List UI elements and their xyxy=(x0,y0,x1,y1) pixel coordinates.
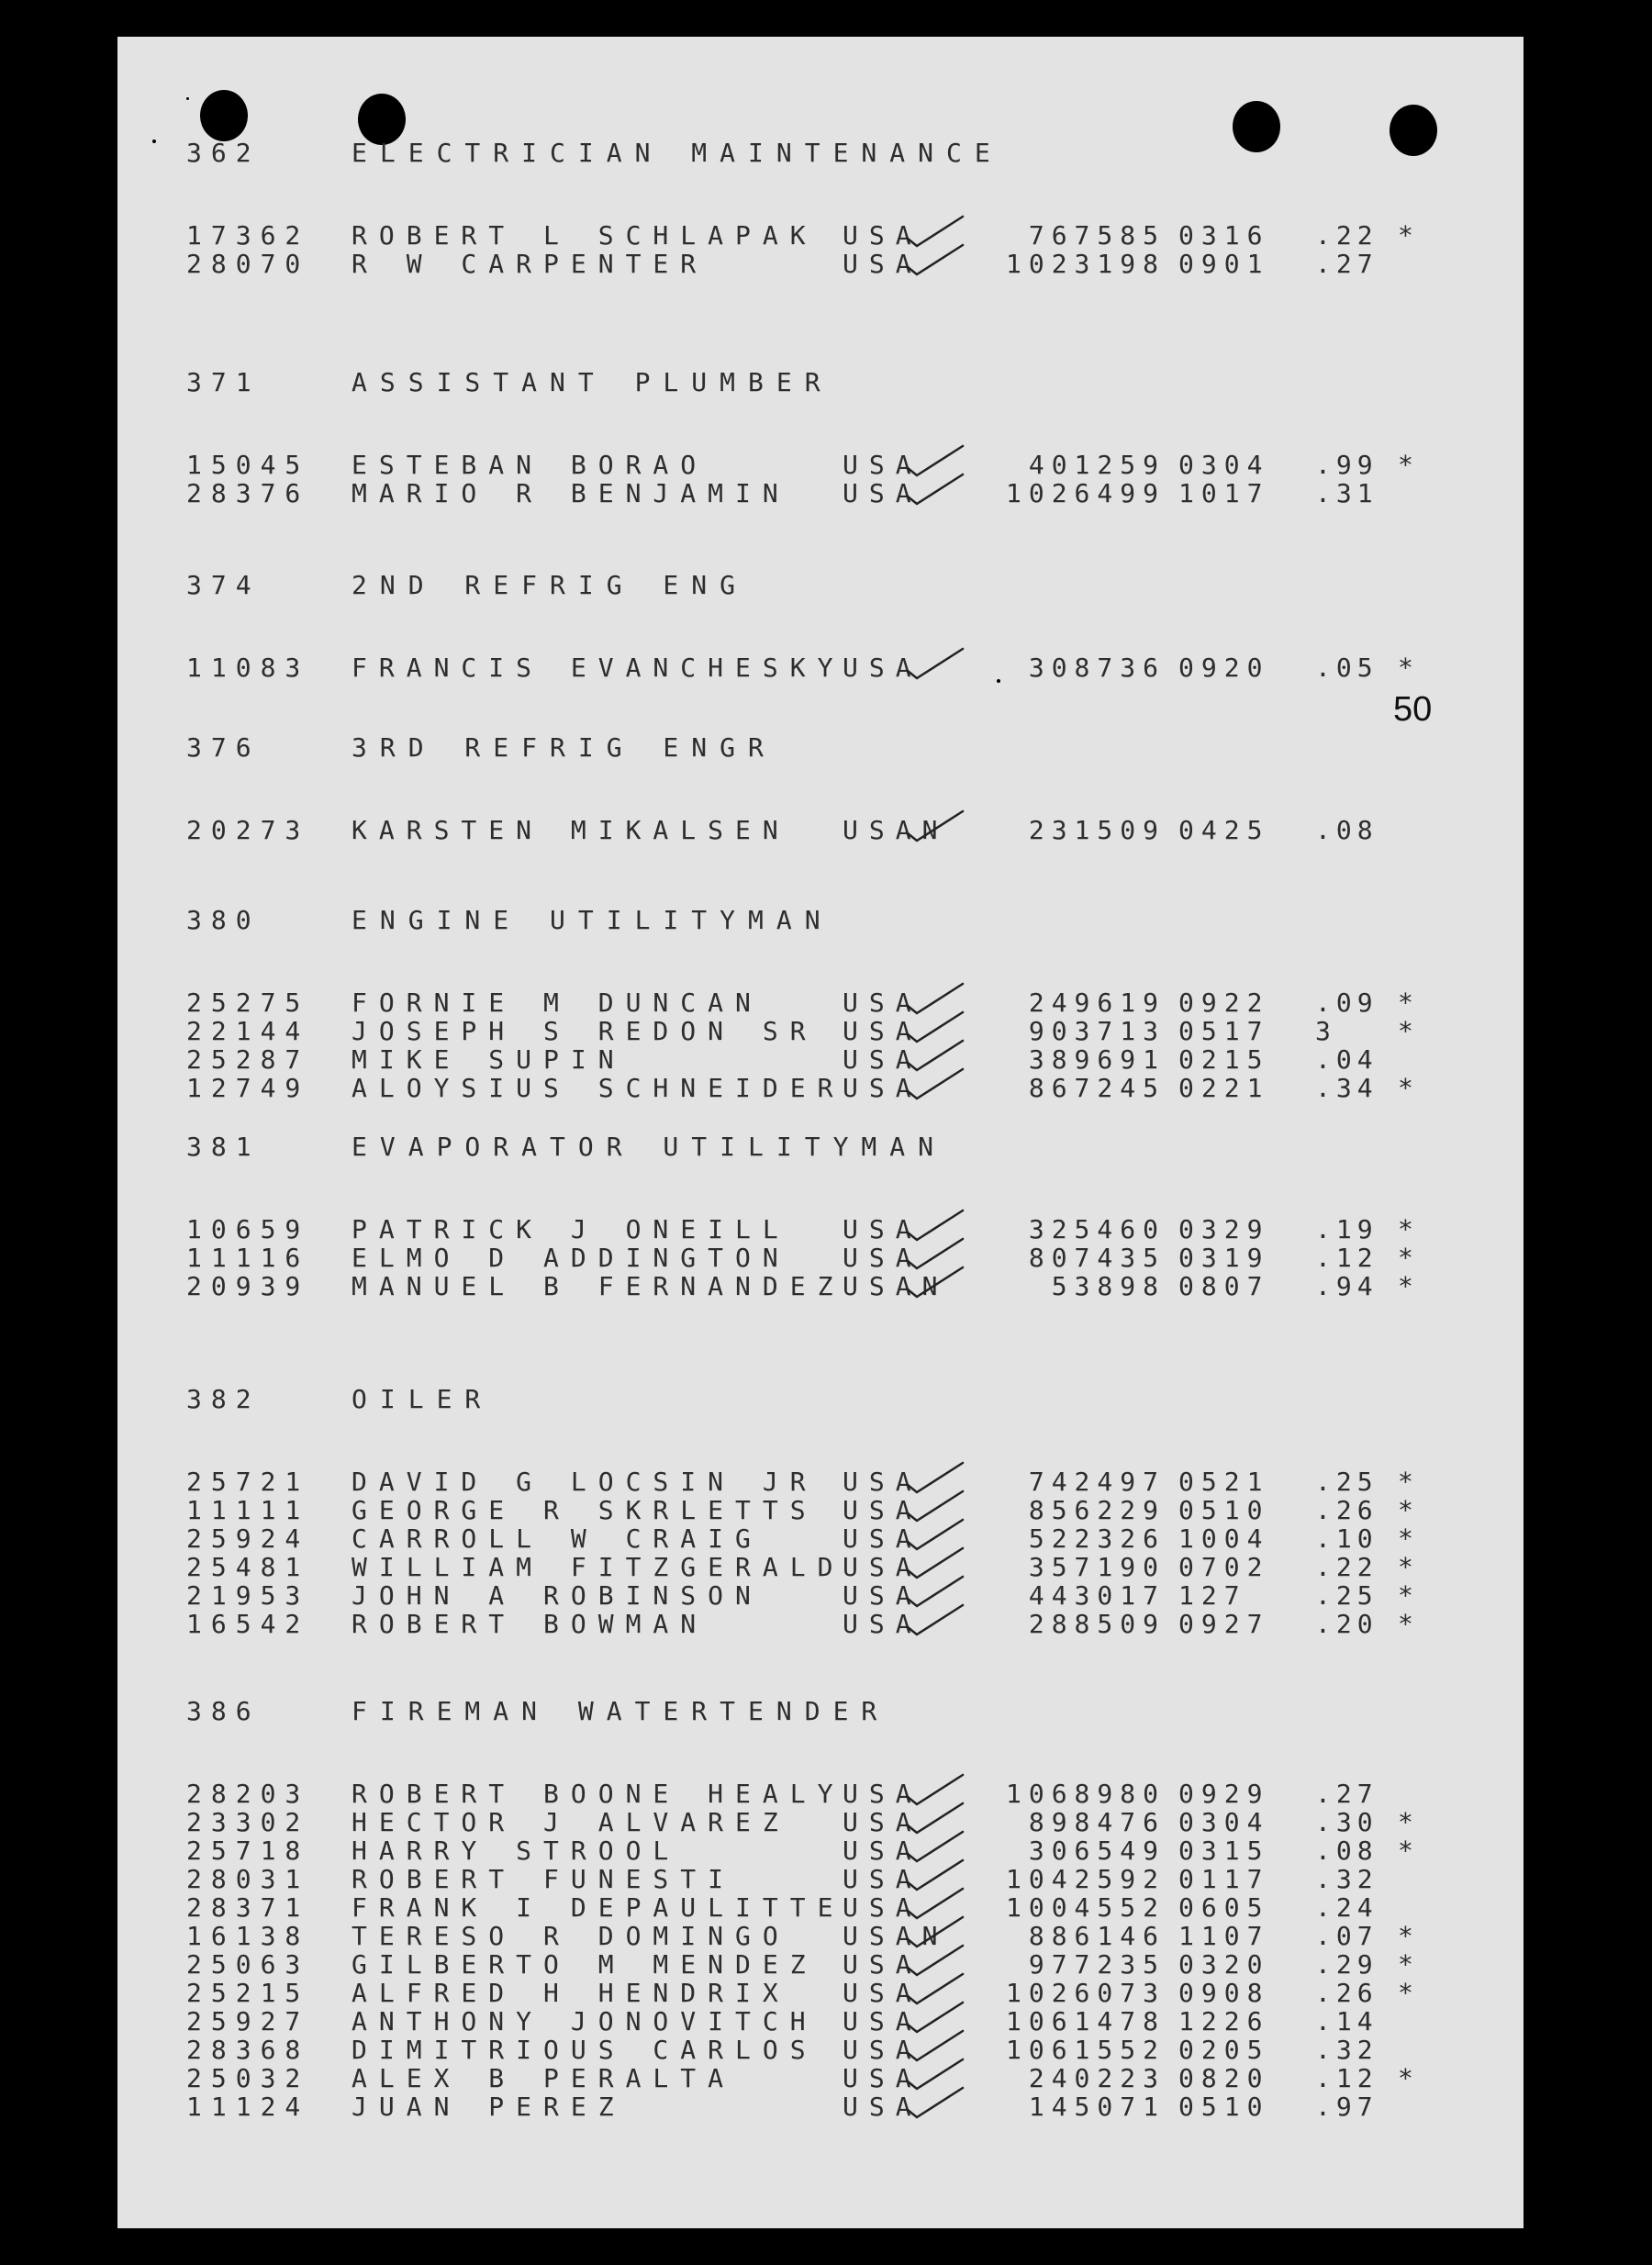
citizenship: USAN xyxy=(843,1921,949,1951)
citizenship: USA xyxy=(843,1892,922,1923)
job-title: ELECTRICIAN MAINTENANCE xyxy=(352,138,1003,168)
employee-name: ELMO D ADDINGTON xyxy=(352,1243,790,1273)
asterisk-flag: * xyxy=(1398,2063,1423,2093)
citizenship: USA xyxy=(843,653,922,683)
record-number: 867245 xyxy=(1028,1073,1166,1103)
record-decimal: .24 xyxy=(1315,1892,1379,1923)
record-date: 0221 xyxy=(1178,1073,1270,1103)
record-number: 767585 xyxy=(1028,220,1166,251)
employee-id: 11124 xyxy=(186,2092,310,2122)
citizenship: USA xyxy=(843,1016,922,1046)
employee-id: 25032 xyxy=(186,2063,310,2093)
record-date: 0304 xyxy=(1178,1807,1270,1837)
citizenship: USA xyxy=(843,987,922,1018)
ink-speck xyxy=(152,139,156,143)
employee-id: 25063 xyxy=(186,1949,310,1980)
record-decimal: .27 xyxy=(1315,1779,1379,1809)
employee-id: 28070 xyxy=(186,249,310,279)
citizenship: USA xyxy=(843,1609,922,1639)
asterisk-flag: * xyxy=(1398,1271,1423,1301)
record-decimal: .30 xyxy=(1315,1807,1379,1837)
record-number: 903713 xyxy=(1028,1016,1166,1046)
employee-name: JOHN A ROBINSON xyxy=(352,1580,763,1611)
asterisk-flag: * xyxy=(1398,1073,1423,1103)
employee-name: CARROLL W CRAIG xyxy=(352,1523,763,1554)
record-date: 127 xyxy=(1178,1580,1247,1611)
record-date: 0510 xyxy=(1178,2092,1270,2122)
employee-name: ALEX B PERALTA xyxy=(352,2063,736,2093)
employee-id: 25927 xyxy=(186,2006,310,2036)
employee-id: 28368 xyxy=(186,2035,310,2065)
record-number: 389691 xyxy=(1028,1044,1166,1075)
citizenship: USA xyxy=(843,1949,922,1980)
employee-name: ROBERT BOWMAN xyxy=(352,1609,709,1639)
asterisk-flag: * xyxy=(1398,1835,1423,1866)
employee-name: MIKE SUPIN xyxy=(352,1044,626,1075)
employee-name: FRANK I DEPAULITTE xyxy=(352,1892,845,1923)
asterisk-flag: * xyxy=(1398,1978,1423,2008)
ink-speck xyxy=(186,97,189,100)
record-date: 1107 xyxy=(1178,1921,1270,1951)
employee-name: PATRICK J ONEILL xyxy=(352,1214,790,1244)
employee-name: HARRY STROOL xyxy=(352,1835,681,1866)
record-date: 1017 xyxy=(1178,478,1270,508)
employee-id: 25718 xyxy=(186,1835,310,1866)
job-title: 3RD REFRIG ENGR xyxy=(352,732,776,763)
record-decimal: .07 xyxy=(1315,1921,1379,1951)
citizenship: USA xyxy=(843,2092,922,2122)
record-date: 0605 xyxy=(1178,1892,1270,1923)
citizenship: USA xyxy=(843,249,922,279)
job-code: 374 xyxy=(186,570,261,600)
record-decimal: .25 xyxy=(1315,1580,1379,1611)
record-date: 0329 xyxy=(1178,1214,1270,1244)
asterisk-flag: * xyxy=(1398,1467,1423,1497)
record-decimal: .19 xyxy=(1315,1214,1379,1244)
employee-name: MARIO R BENJAMIN xyxy=(352,478,790,508)
employee-name: ANTHONY JONOVITCH xyxy=(352,2006,818,2036)
record-decimal: .08 xyxy=(1315,815,1379,845)
record-date: 0117 xyxy=(1178,1864,1270,1894)
record-number: 1068980 xyxy=(1005,1779,1166,1809)
record-decimal: .25 xyxy=(1315,1467,1379,1497)
citizenship: USA xyxy=(843,1073,922,1103)
punch-hole xyxy=(1390,105,1437,156)
record-date: 0929 xyxy=(1178,1779,1270,1809)
employee-id: 28031 xyxy=(186,1864,310,1894)
asterisk-flag: * xyxy=(1398,1016,1423,1046)
job-title: EVAPORATOR UTILITYMAN xyxy=(352,1132,947,1162)
record-date: 0304 xyxy=(1178,450,1270,480)
employee-name: ROBERT L SCHLAPAK xyxy=(352,220,818,251)
citizenship: USA xyxy=(843,2063,922,2093)
record-number: 886146 xyxy=(1028,1921,1166,1951)
employee-id: 11083 xyxy=(186,653,310,683)
record-date: 0521 xyxy=(1178,1467,1270,1497)
job-code: 362 xyxy=(186,138,261,168)
employee-id: 28203 xyxy=(186,1779,310,1809)
job-title: ASSISTANT PLUMBER xyxy=(352,367,833,397)
record-number: 325460 xyxy=(1028,1214,1166,1244)
citizenship: USAN xyxy=(843,1271,949,1301)
employee-name: DAVID G LOCSIN JR xyxy=(352,1467,818,1497)
citizenship: USA xyxy=(843,1580,922,1611)
record-date: 0922 xyxy=(1178,987,1270,1018)
record-number: 807435 xyxy=(1028,1243,1166,1273)
record-number: 1026073 xyxy=(1005,1978,1166,2008)
record-date: 0908 xyxy=(1178,1978,1270,2008)
record-date: 1004 xyxy=(1178,1523,1270,1554)
checkmark-icon xyxy=(902,808,966,846)
asterisk-flag: * xyxy=(1398,1523,1423,1554)
record-decimal: .31 xyxy=(1315,478,1379,508)
record-decimal: .32 xyxy=(1315,1864,1379,1894)
record-number: 231509 xyxy=(1028,815,1166,845)
record-decimal: .26 xyxy=(1315,1495,1379,1525)
record-decimal: .29 xyxy=(1315,1949,1379,1980)
record-number: 308736 xyxy=(1028,653,1166,683)
employee-name: FORNIE M DUNCAN xyxy=(352,987,763,1018)
employee-id: 15045 xyxy=(186,450,310,480)
record-date: 0820 xyxy=(1178,2063,1270,2093)
record-decimal: .34 xyxy=(1315,1073,1379,1103)
employee-id: 25275 xyxy=(186,987,310,1018)
citizenship: USA xyxy=(843,478,922,508)
record-number: 1004552 xyxy=(1005,1892,1166,1923)
citizenship: USA xyxy=(843,1214,922,1244)
record-decimal: .12 xyxy=(1315,1243,1379,1273)
job-code: 381 xyxy=(186,1132,261,1162)
checkmark-icon xyxy=(902,241,966,280)
record-number: 443017 xyxy=(1028,1580,1166,1611)
employee-id: 11111 xyxy=(186,1495,310,1525)
citizenship: USA xyxy=(843,1779,922,1809)
citizenship: USA xyxy=(843,1835,922,1866)
employee-id: 21953 xyxy=(186,1580,310,1611)
record-date: 0425 xyxy=(1178,815,1270,845)
citizenship: USA xyxy=(843,1978,922,2008)
record-decimal: .97 xyxy=(1315,2092,1379,2122)
checkmark-icon xyxy=(902,2084,966,2123)
employee-name: JUAN PEREZ xyxy=(352,2092,626,2122)
employee-name: ESTEBAN BORAO xyxy=(352,450,709,480)
record-decimal: .27 xyxy=(1315,249,1379,279)
record-number: 1061478 xyxy=(1005,2006,1166,2036)
citizenship: USA xyxy=(843,1807,922,1837)
record-number: 53898 xyxy=(1051,1271,1166,1301)
punch-hole xyxy=(1233,101,1280,152)
checkmark-icon xyxy=(902,1264,966,1302)
record-date: 0517 xyxy=(1178,1016,1270,1046)
record-number: 1061552 xyxy=(1005,2035,1166,2065)
record-number: 1023198 xyxy=(1005,249,1166,279)
employee-id: 22144 xyxy=(186,1016,310,1046)
employee-id: 25215 xyxy=(186,1978,310,2008)
citizenship: USA xyxy=(843,1552,922,1582)
employee-name: ROBERT FUNESTI xyxy=(352,1864,736,1894)
record-decimal: .99 xyxy=(1315,450,1379,480)
employee-id: 16542 xyxy=(186,1609,310,1639)
record-decimal: .94 xyxy=(1315,1271,1379,1301)
job-code: 376 xyxy=(186,732,261,763)
punch-hole xyxy=(200,90,248,141)
record-date: 0901 xyxy=(1178,249,1270,279)
checkmark-icon xyxy=(902,1601,966,1640)
asterisk-flag: * xyxy=(1398,1807,1423,1837)
job-title: FIREMAN WATERTENDER xyxy=(352,1696,890,1726)
record-date: 0205 xyxy=(1178,2035,1270,2065)
employee-id: 25721 xyxy=(186,1467,310,1497)
citizenship: USA xyxy=(843,1243,922,1273)
employee-name: ALFRED H HENDRIX xyxy=(352,1978,790,2008)
record-number: 742497 xyxy=(1028,1467,1166,1497)
employee-id: 17362 xyxy=(186,220,310,251)
record-decimal: .26 xyxy=(1315,1978,1379,2008)
citizenship: USA xyxy=(843,2035,922,2065)
record-number: 240223 xyxy=(1028,2063,1166,2093)
employee-id: 11116 xyxy=(186,1243,310,1273)
employee-id: 25924 xyxy=(186,1523,310,1554)
employee-id: 28371 xyxy=(186,1892,310,1923)
record-decimal: .08 xyxy=(1315,1835,1379,1866)
employee-name: GEORGE R SKRLETTS xyxy=(352,1495,818,1525)
employee-id: 16138 xyxy=(186,1921,310,1951)
checkmark-icon xyxy=(902,1066,966,1104)
record-number: 288509 xyxy=(1028,1609,1166,1639)
record-number: 898476 xyxy=(1028,1807,1166,1837)
employee-id: 10659 xyxy=(186,1214,310,1244)
asterisk-flag: * xyxy=(1398,1949,1423,1980)
record-number: 1026499 xyxy=(1005,478,1166,508)
citizenship: USA xyxy=(843,1864,922,1894)
record-decimal: .04 xyxy=(1315,1044,1379,1075)
record-decimal: .09 xyxy=(1315,987,1379,1018)
job-code: 371 xyxy=(186,367,261,397)
asterisk-flag: * xyxy=(1398,1243,1423,1273)
employee-name: WILLIAM FITZGERALD xyxy=(352,1552,845,1582)
record-date: 0807 xyxy=(1178,1271,1270,1301)
employee-id: 12749 xyxy=(186,1073,310,1103)
record-decimal: .10 xyxy=(1315,1523,1379,1554)
record-number: 856229 xyxy=(1028,1495,1166,1525)
asterisk-flag: * xyxy=(1398,1921,1423,1951)
record-date: 1226 xyxy=(1178,2006,1270,2036)
record-date: 0315 xyxy=(1178,1835,1270,1866)
record-date: 0215 xyxy=(1178,1044,1270,1075)
record-number: 977235 xyxy=(1028,1949,1166,1980)
asterisk-flag: * xyxy=(1398,1495,1423,1525)
record-date: 0920 xyxy=(1178,653,1270,683)
record-decimal: .20 xyxy=(1315,1609,1379,1639)
employee-name: HECTOR J ALVAREZ xyxy=(352,1807,790,1837)
employee-id: 20939 xyxy=(186,1271,310,1301)
citizenship: USA xyxy=(843,1495,922,1525)
asterisk-flag: * xyxy=(1398,220,1423,251)
record-number: 145071 xyxy=(1028,2092,1166,2122)
record-decimal: .22 xyxy=(1315,1552,1379,1582)
employee-id: 25481 xyxy=(186,1552,310,1582)
asterisk-flag: * xyxy=(1398,1214,1423,1244)
record-decimal: .32 xyxy=(1315,2035,1379,2065)
employee-name: R W CARPENTER xyxy=(352,249,709,279)
asterisk-flag: * xyxy=(1398,1609,1423,1639)
employee-name: KARSTEN MIKALSEN xyxy=(352,815,790,845)
employee-id: 28376 xyxy=(186,478,310,508)
record-date: 0702 xyxy=(1178,1552,1270,1582)
citizenship: USA xyxy=(843,1523,922,1554)
citizenship: USA xyxy=(843,1044,922,1075)
page-number: 50 xyxy=(1393,690,1433,729)
record-decimal: 3 xyxy=(1315,1016,1336,1046)
checkmark-icon xyxy=(902,471,966,509)
employee-name: GILBERTO M MENDEZ xyxy=(352,1949,818,1980)
record-date: 0320 xyxy=(1178,1949,1270,1980)
document-page xyxy=(117,37,1524,2228)
citizenship: USA xyxy=(843,1467,922,1497)
record-decimal: .05 xyxy=(1315,653,1379,683)
employee-name: ALOYSIUS SCHNEIDER xyxy=(352,1073,845,1103)
citizenship: USAN xyxy=(843,815,949,845)
employee-name: MANUEL B FERNANDEZ xyxy=(352,1271,845,1301)
record-date: 0927 xyxy=(1178,1609,1270,1639)
checkmark-icon xyxy=(902,645,966,684)
employee-name: DIMITRIOUS CARLOS xyxy=(352,2035,818,2065)
record-date: 0319 xyxy=(1178,1243,1270,1273)
asterisk-flag: * xyxy=(1398,653,1423,683)
job-title: 2ND REFRIG ENG xyxy=(352,570,749,600)
employee-id: 23302 xyxy=(186,1807,310,1837)
record-number: 1042592 xyxy=(1005,1864,1166,1894)
citizenship: USA xyxy=(843,2006,922,2036)
citizenship: USA xyxy=(843,450,922,480)
job-code: 380 xyxy=(186,905,261,935)
employee-id: 25287 xyxy=(186,1044,310,1075)
citizenship: USA xyxy=(843,220,922,251)
record-number: 306549 xyxy=(1028,1835,1166,1866)
job-code: 382 xyxy=(186,1384,261,1414)
employee-name: ROBERT BOONE HEALY xyxy=(352,1779,845,1809)
asterisk-flag: * xyxy=(1398,450,1423,480)
employee-name: JOSEPH S REDON SR xyxy=(352,1016,818,1046)
asterisk-flag: * xyxy=(1398,1580,1423,1611)
record-number: 249619 xyxy=(1028,987,1166,1018)
record-decimal: .14 xyxy=(1315,2006,1379,2036)
record-date: 0510 xyxy=(1178,1495,1270,1525)
record-date: 0316 xyxy=(1178,220,1270,251)
record-decimal: .22 xyxy=(1315,220,1379,251)
asterisk-flag: * xyxy=(1398,987,1423,1018)
job-title: ENGINE UTILITYMAN xyxy=(352,905,833,935)
record-number: 357190 xyxy=(1028,1552,1166,1582)
record-decimal: .12 xyxy=(1315,2063,1379,2093)
record-number: 401259 xyxy=(1028,450,1166,480)
employee-id: 20273 xyxy=(186,815,310,845)
record-number: 522326 xyxy=(1028,1523,1166,1554)
employee-name: FRANCIS EVANCHESKY xyxy=(352,653,845,683)
asterisk-flag: * xyxy=(1398,1552,1423,1582)
employee-name: TERESO R DOMINGO xyxy=(352,1921,790,1951)
job-code: 386 xyxy=(186,1696,261,1726)
job-title: OILER xyxy=(352,1384,494,1414)
